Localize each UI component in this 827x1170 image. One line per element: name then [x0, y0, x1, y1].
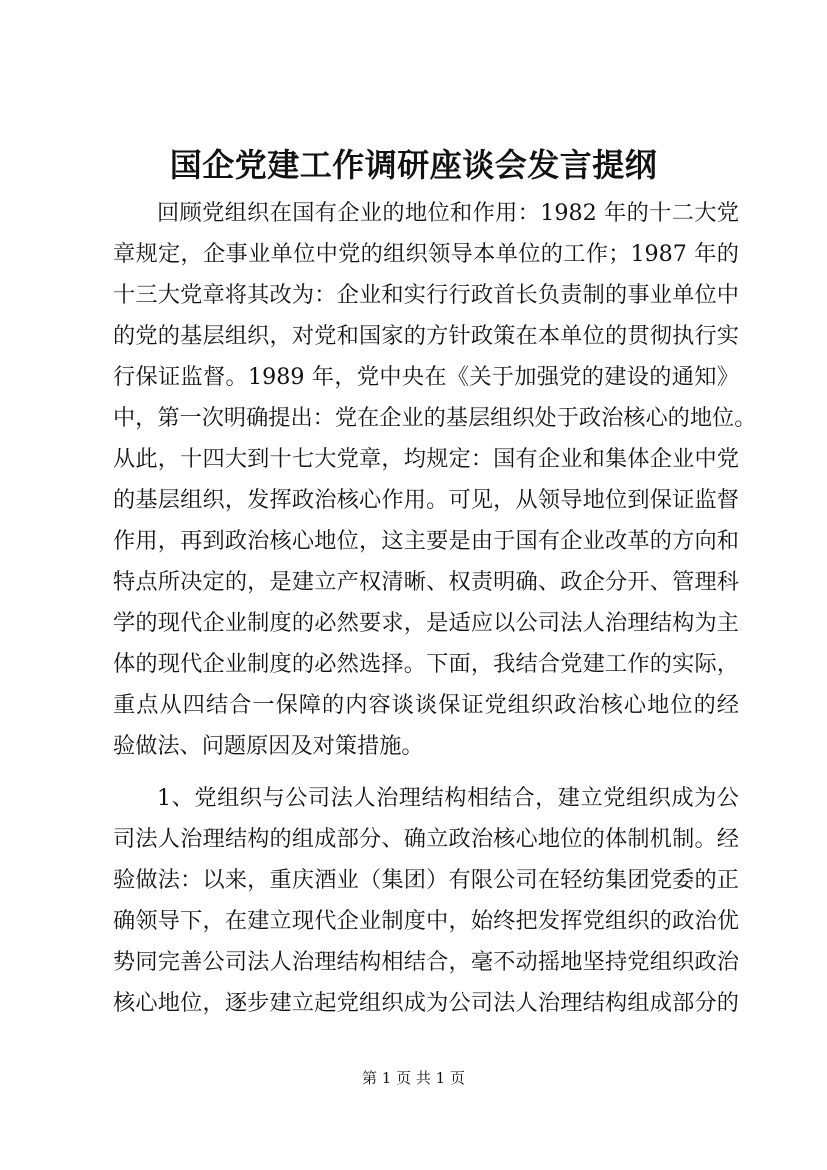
paragraph-line: 章规定，企事业单位中党的组织领导本单位的工作；1987 年的: [113, 241, 739, 267]
paragraph-line: 回顾党组织在国有企业的地位和作用：1982 年的十二大党: [157, 200, 739, 226]
paragraph-line: 学的现代企业制度的必然要求，是适应以公司法人治理结构为主: [113, 610, 739, 636]
paragraph-line: 的党的基层组织，对党和国家的方针政策在本单位的贯彻执行实: [113, 323, 739, 349]
paragraph-line: 的基层组织，发挥政治核心作用。可见，从领导地位到保证监督: [113, 487, 739, 513]
paragraph-line: 验做法：以来，重庆酒业（集团）有限公司在轻纺集团党委的正: [113, 867, 739, 893]
paragraph-line: 司法人治理结构的组成部分、确立政治核心地位的体制机制。经: [113, 826, 739, 852]
paragraph-line: 1、党组织与公司法人治理结构相结合，建立党组织成为公: [157, 785, 739, 811]
paragraph-line: 十三大党章将其改为：企业和实行行政首长负责制的事业单位中: [113, 282, 739, 308]
paragraph-line: 作用，再到政治核心地位，这主要是由于国有企业改革的方向和: [113, 528, 739, 554]
page-number: 第 1 页 共 1 页: [362, 1069, 465, 1087]
paragraph-line: 确领导下，在建立现代企业制度中，始终把发挥党组织的政治优: [113, 908, 739, 934]
paragraph-line: 中，第一次明确提出：党在企业的基层组织处于政治核心的地位。: [113, 405, 757, 431]
paragraph-line: 特点所决定的，是建立产权清晰、权责明确、政企分开、管理科: [113, 569, 739, 595]
paragraph-line: 验做法、问题原因及对策措施。: [113, 733, 424, 759]
paragraph-line: 从此，十四大到十七大党章，均规定：国有企业和集体企业中党: [113, 446, 739, 472]
paragraph-line: 核心地位，逐步建立起党组织成为公司法人治理结构组成部分的: [113, 990, 739, 1016]
document-title: 国企党建工作调研座谈会发言提纲: [169, 146, 658, 184]
paragraph-line: 势同完善公司法人治理结构相结合，毫不动摇地坚持党组织政治: [113, 949, 739, 975]
paragraph-line: 行保证监督。1989 年，党中央在《关于加强党的建设的通知》: [113, 364, 739, 390]
paragraph-line: 体的现代企业制度的必然选择。下面，我结合党建工作的实际，: [113, 651, 739, 677]
paragraph-line: 重点从四结合一保障的内容谈谈保证党组织政治核心地位的经: [113, 692, 739, 718]
